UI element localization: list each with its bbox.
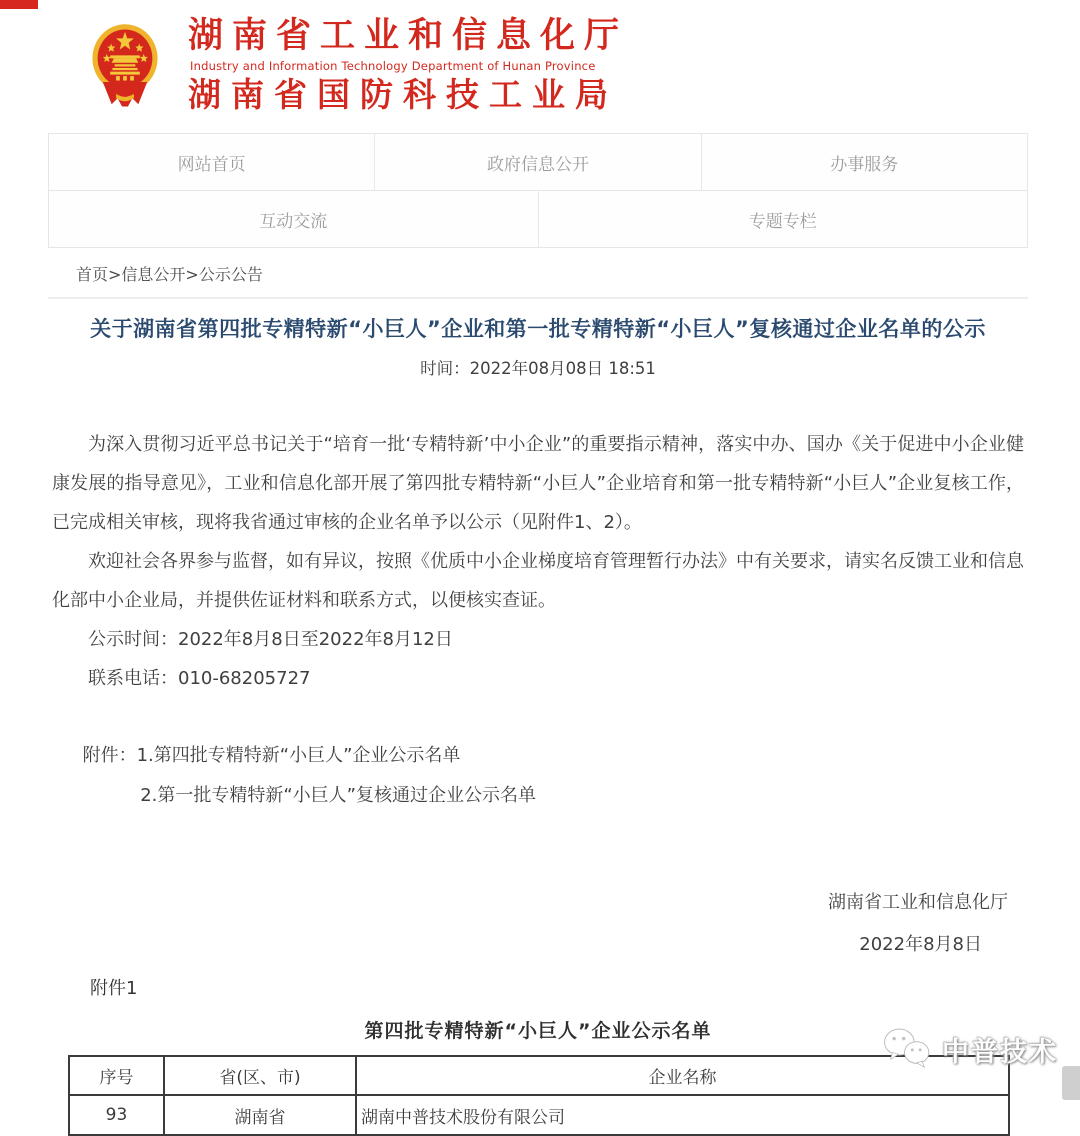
org-name-en: Industry and Information Technology Department of Hunan Province	[190, 58, 596, 73]
scrollbar-thumb[interactable]	[1062, 1066, 1080, 1100]
attachment-item-2: 2.第一批专精特新“小巨人”复核通过企业公示名单	[140, 785, 537, 806]
appendix-label: 附件1	[90, 978, 138, 999]
publicity-period-line: 公示时间：2022年8月8日至2022年8月12日	[88, 629, 453, 650]
watermark-text: 中普技术	[942, 1036, 1058, 1068]
signature-org: 湖南省工业和信息化厅	[828, 892, 1008, 913]
wechat-bubbles-icon	[882, 1026, 934, 1072]
nav-item-interaction[interactable]: 互动交流	[49, 191, 538, 247]
paragraph-1: 为深入贯彻习近平总书记关于“培育一批‘专精特新’中小企业”的重要指示精神，落实中办、国办《关于促进中小企业健康发展的指导意见》，工业和信息化部开展了第四批专精特新“小巨人”企业培育和第一批专精特新“小巨人”企业复核工作，已完成相关审核，现将我省通过审核的企业名单予以公示（见附件1、2）。	[52, 434, 1024, 533]
cell-province: 湖南省	[164, 1095, 356, 1135]
nav-item-home[interactable]: 网站首页	[49, 134, 374, 190]
header-province: 省(区、市)	[164, 1056, 356, 1095]
header-org-titles	[188, 15, 629, 115]
org-name-cn-1: 湖南省工业和信息化厅	[188, 15, 629, 56]
watermark	[882, 1026, 1058, 1072]
nav-item-services[interactable]: 办事服务	[701, 134, 1027, 190]
article-time: 时间：2022年08月08日 18:51	[420, 359, 656, 378]
main-navigation	[48, 133, 1028, 248]
nav-row-2	[49, 190, 1027, 247]
page-corner-red-tick	[0, 0, 38, 9]
signature-date: 2022年8月8日	[859, 934, 982, 955]
org-name-cn-2: 湖南省国防科技工业局	[188, 75, 618, 115]
nav-item-special-topics[interactable]: 专题专栏	[538, 191, 1028, 247]
nav-item-gov-info[interactable]: 政府信息公开	[374, 134, 700, 190]
breadcrumb[interactable]: 首页>信息公开>公示公告	[48, 248, 1028, 299]
article-body	[52, 425, 1024, 966]
attachment-item-1: 附件：1.第四批专精特新“小巨人”企业公示名单	[82, 745, 461, 766]
attachments-list	[52, 736, 1024, 816]
paragraph-2: 欢迎社会各界参与监督，如有异议，按照《优质中小企业梯度培育管理暂行办法》中有关要求，请实名反馈工业和信息化部中小企业局，并提供佐证材料和联系方式，以便核实查证。	[52, 551, 1024, 611]
appendix-table-title: 第四批专精特新“小巨人”企业公示名单	[364, 1020, 712, 1042]
enterprise-table	[68, 1055, 1010, 1136]
table-header-row	[69, 1056, 1009, 1095]
header-company: 企业名称	[356, 1056, 1009, 1095]
signature-block	[52, 882, 1024, 966]
nav-row-1	[49, 134, 1027, 190]
article	[52, 313, 1024, 1136]
cell-seq: 93	[69, 1095, 164, 1135]
national-emblem-logo	[88, 19, 162, 111]
contact-phone-line: 联系电话：010-68205727	[88, 668, 311, 689]
table-row	[69, 1095, 1009, 1135]
header-seq: 序号	[69, 1056, 164, 1095]
article-title: 关于湖南省第四批专精特新“小巨人”企业和第一批专精特新“小巨人”复核通过企业名单的公示	[90, 317, 986, 341]
cell-company: 湖南中普技术股份有限公司	[356, 1095, 1009, 1135]
site-header	[0, 0, 1080, 130]
